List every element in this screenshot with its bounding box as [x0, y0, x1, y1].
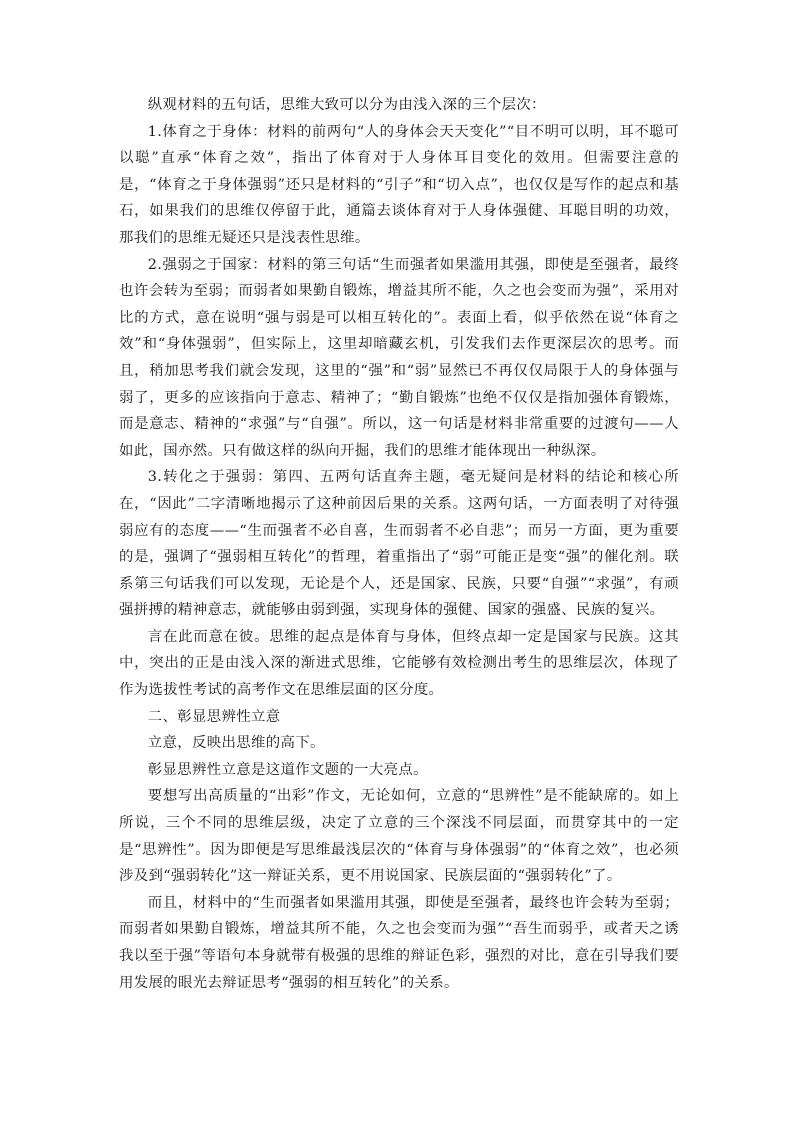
paragraph-highlight: 彰显思辨性立意是这道作文题的一大亮点。	[147, 761, 428, 778]
document-body	[119, 92, 679, 996]
paragraph-intro: 纵观材料的五句话，思维大致可以分为由浅入深的三个层次：	[147, 97, 546, 113]
paragraph-level-3: 3.转化之于强弱：第四、五两句话直奔主题，毫无疑问是材料的结论和核心所在，“因此”二字清晰地揭示了这种前因后果的关系。这两句话，一方面表明了对待强弱应有的态度——“生而强者不必自喜，生而弱者不必自悲”；而另一方面，更为重要的是，强调了“强弱相互转化”的哲理，着重指出了“弱”可能正是变“强”的催化剂。联系第三句话我们可以发现，无论是个人，还是国家、民族，只要“自强”“求强”，有顽强拼搏的精神意志，就能够由弱到强，实现身体的强健、国家的强盛、民族的复兴。	[119, 469, 679, 619]
paragraph-material-analysis: 而且，材料中的“生而强者如果滥用其强，即使是至强者，最终也许会转为至弱；而弱者如果勤自锻炼，增益其所不能，久之也会变而为强”“吾生而弱乎，或者天之诱我以至于强”等语句本身就带有极强的思维的辩证色彩，强烈的对比，意在引导我们要用发展的眼光去辩证思考“强弱的相互转化”的关系。	[119, 894, 679, 991]
paragraph-thesis: 立意，反映出思维的高下。	[147, 735, 325, 752]
paragraph-level-1: 1.体育之于身体：材料的前两句“人的身体会天天变化”“目不明可以明，耳不聪可以聪”直承“体育之效”，指出了体育对于人身体耳目变化的效用。但需要注意的是，“体育之于身体强弱”还只是材料的“引子”和“切入点”，也仅仅是写作的起点和基石，如果我们的思维仅停留于此，通篇去谈体育对于人身体强健、耳聪目明的功效，那我们的思维无疑还只是浅表性思维。	[119, 123, 679, 246]
section-heading: 二、彰显思辨性立意	[147, 708, 281, 725]
paragraph-summary: 言在此而意在彼。思维的起点是体育与身体，但终点却一定是国家与民族。这其中，突出的正是由浅入深的渐进式思维，它能够有效检测出考生的思维层次，体现了作为选拔性考试的高考作文在思维层面的区分度。	[119, 628, 679, 699]
paragraph-dialectic: 要想写出高质量的“出彩”作文，无论如何，立意的“思辨性”是不能缺席的。如上所说，三个不同的思维层级，决定了立意的三个深浅不同层面，而贯穿其中的一定是“思辨性”。因为即便是写思维最浅层次的“体育与身体强弱”的“体育之效”，也必须涉及到“强弱转化”这一辩证关系，更不用说国家、民族层面的“强弱转化”了。	[119, 788, 679, 885]
paragraph-level-2: 2.强弱之于国家：材料的第三句话“生而强者如果滥用其强，即使是至强者，最终也许会转为至弱；而弱者如果勤自锻炼，增益其所不能，久之也会变而为强”，采用对比的方式，意在说明“强与弱是可以相互转化的”。表面上看，似乎依然在说“体育之效”和“身体强弱”，但实际上，这里却暗藏玄机，引发我们去作更深层次的思考。而且，稍加思考我们就会发现，这里的“强”和“弱”显然已不再仅仅局限于人的身体强与弱了，更多的应该指向于意志、精神了；“勤自锻炼”也绝不仅仅是指加强体育锻炼，而是意志、精神的“求强”与“自强”。所以，这一句话是材料非常重要的过渡句——人如此，国亦然。只有做这样的纵向开掘，我们的思维才能体现出一种纵深。	[119, 256, 679, 459]
